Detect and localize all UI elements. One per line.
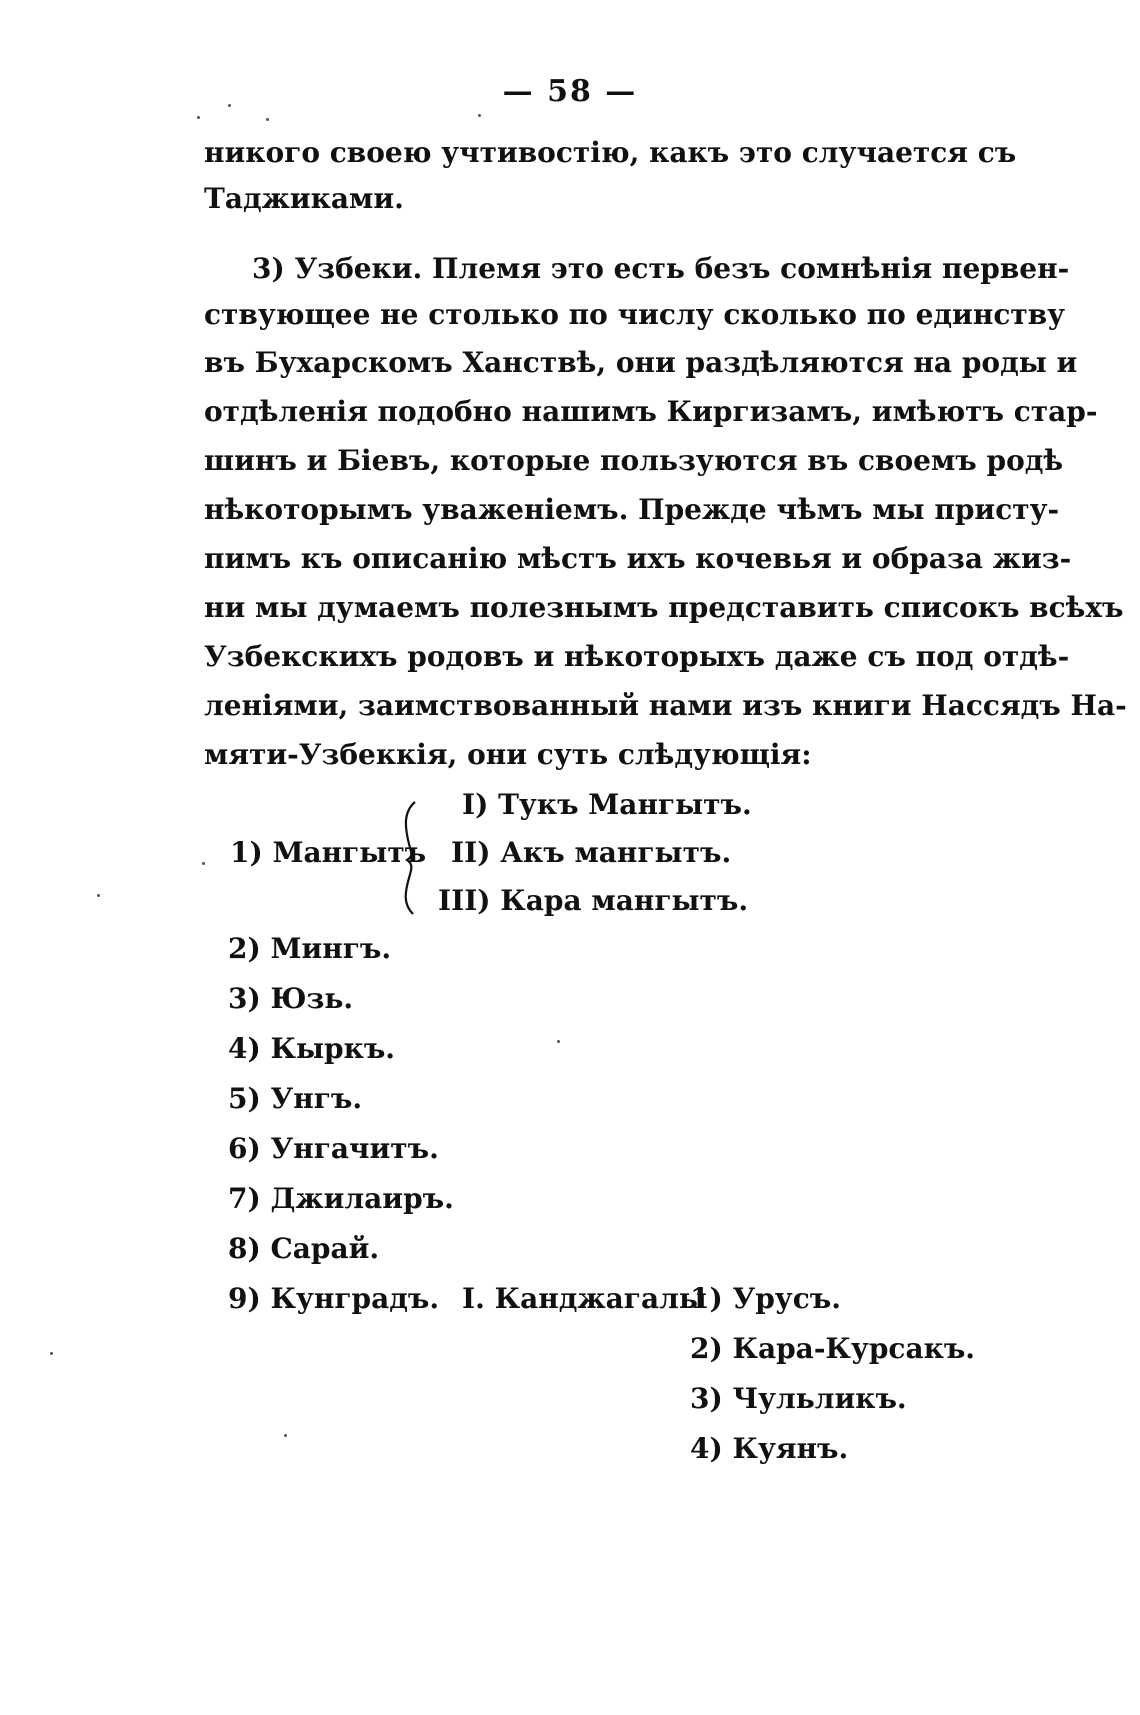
tribe-ming: 2) Мингъ. (228, 932, 392, 965)
mangyt-subdivision-2: II) Акъ мангытъ. (451, 836, 732, 869)
tribe-mangyt: 1) Мангытъ (230, 836, 427, 869)
text-line-2: Таджиками. (204, 182, 404, 215)
scan-speck (97, 894, 100, 897)
tribe-saray: 8) Сарай. (228, 1232, 380, 1265)
tribe-kungrad: 9) Кунградъ. (228, 1282, 440, 1315)
text-line-1: никого своею учтивостію, какъ это случается съ (204, 136, 1017, 169)
text-line-8: нѣкоторымъ уваженіемъ. Прежде чѣмъ мы присту- (204, 493, 1060, 526)
text-line-9: пимъ къ описанію мѣстъ ихъ кочевья и образа жиз- (204, 542, 1072, 575)
text-line-3: 3) Узбеки. Племя это есть безъ сомнѣнія первен- (252, 252, 1070, 285)
scan-speck (284, 1434, 287, 1437)
scan-speck (478, 114, 481, 117)
tribe-yuz: 3) Юзь. (228, 982, 354, 1015)
tribe-kyrk: 4) Кыркъ. (228, 1032, 396, 1065)
text-line-7: шинъ и Біевъ, которые пользуются въ своемъ родѣ (204, 444, 1064, 477)
text-line-5: въ Бухарскомъ Ханствѣ, они раздѣляются на роды и (204, 346, 1078, 379)
text-line-6: отдѣленія подобно нашимъ Киргизамъ, имѣютъ стар- (204, 395, 1098, 428)
text-line-13: мяти-Узбеккія, они суть слѣдующія: (204, 738, 812, 771)
kungrad-branch: I. Канджагалы (462, 1282, 707, 1315)
kungrad-subdivision-2: 2) Кара-Курсакъ. (690, 1332, 976, 1365)
brace (395, 798, 425, 916)
scan-speck (557, 1040, 560, 1043)
kungrad-subdivision-1: 1) Урусъ. (690, 1282, 841, 1315)
scan-speck (50, 1352, 53, 1355)
mangyt-subdivision-3: III) Кара мангытъ. (438, 884, 749, 917)
page-number: — 58 — (502, 74, 638, 109)
kungrad-subdivision-3: 3) Чульликъ. (690, 1382, 907, 1415)
text-line-12: леніями, заимствованный нами изъ книги Нассядъ На- (204, 689, 1127, 722)
scan-speck (197, 116, 200, 119)
kungrad-subdivision-4: 4) Куянъ. (690, 1432, 849, 1465)
tribe-dzhilair: 7) Джилаиръ. (228, 1182, 454, 1215)
text-line-4: ствующее не столько по числу сколько по единству (204, 298, 1066, 331)
tribe-ung: 5) Унгъ. (228, 1082, 363, 1115)
tribe-ungachit: 6) Унгачитъ. (228, 1132, 439, 1165)
text-line-11: Узбекскихъ родовъ и нѣкоторыхъ даже съ под отдѣ- (204, 640, 1070, 673)
mangyt-subdivision-1: I) Тукъ Мангытъ. (462, 788, 752, 821)
scan-speck (202, 862, 205, 865)
scan-speck (228, 104, 231, 107)
text-line-10: ни мы думаемъ полезнымъ представить списокъ всѣхъ (204, 591, 1124, 624)
scan-speck (266, 118, 269, 121)
